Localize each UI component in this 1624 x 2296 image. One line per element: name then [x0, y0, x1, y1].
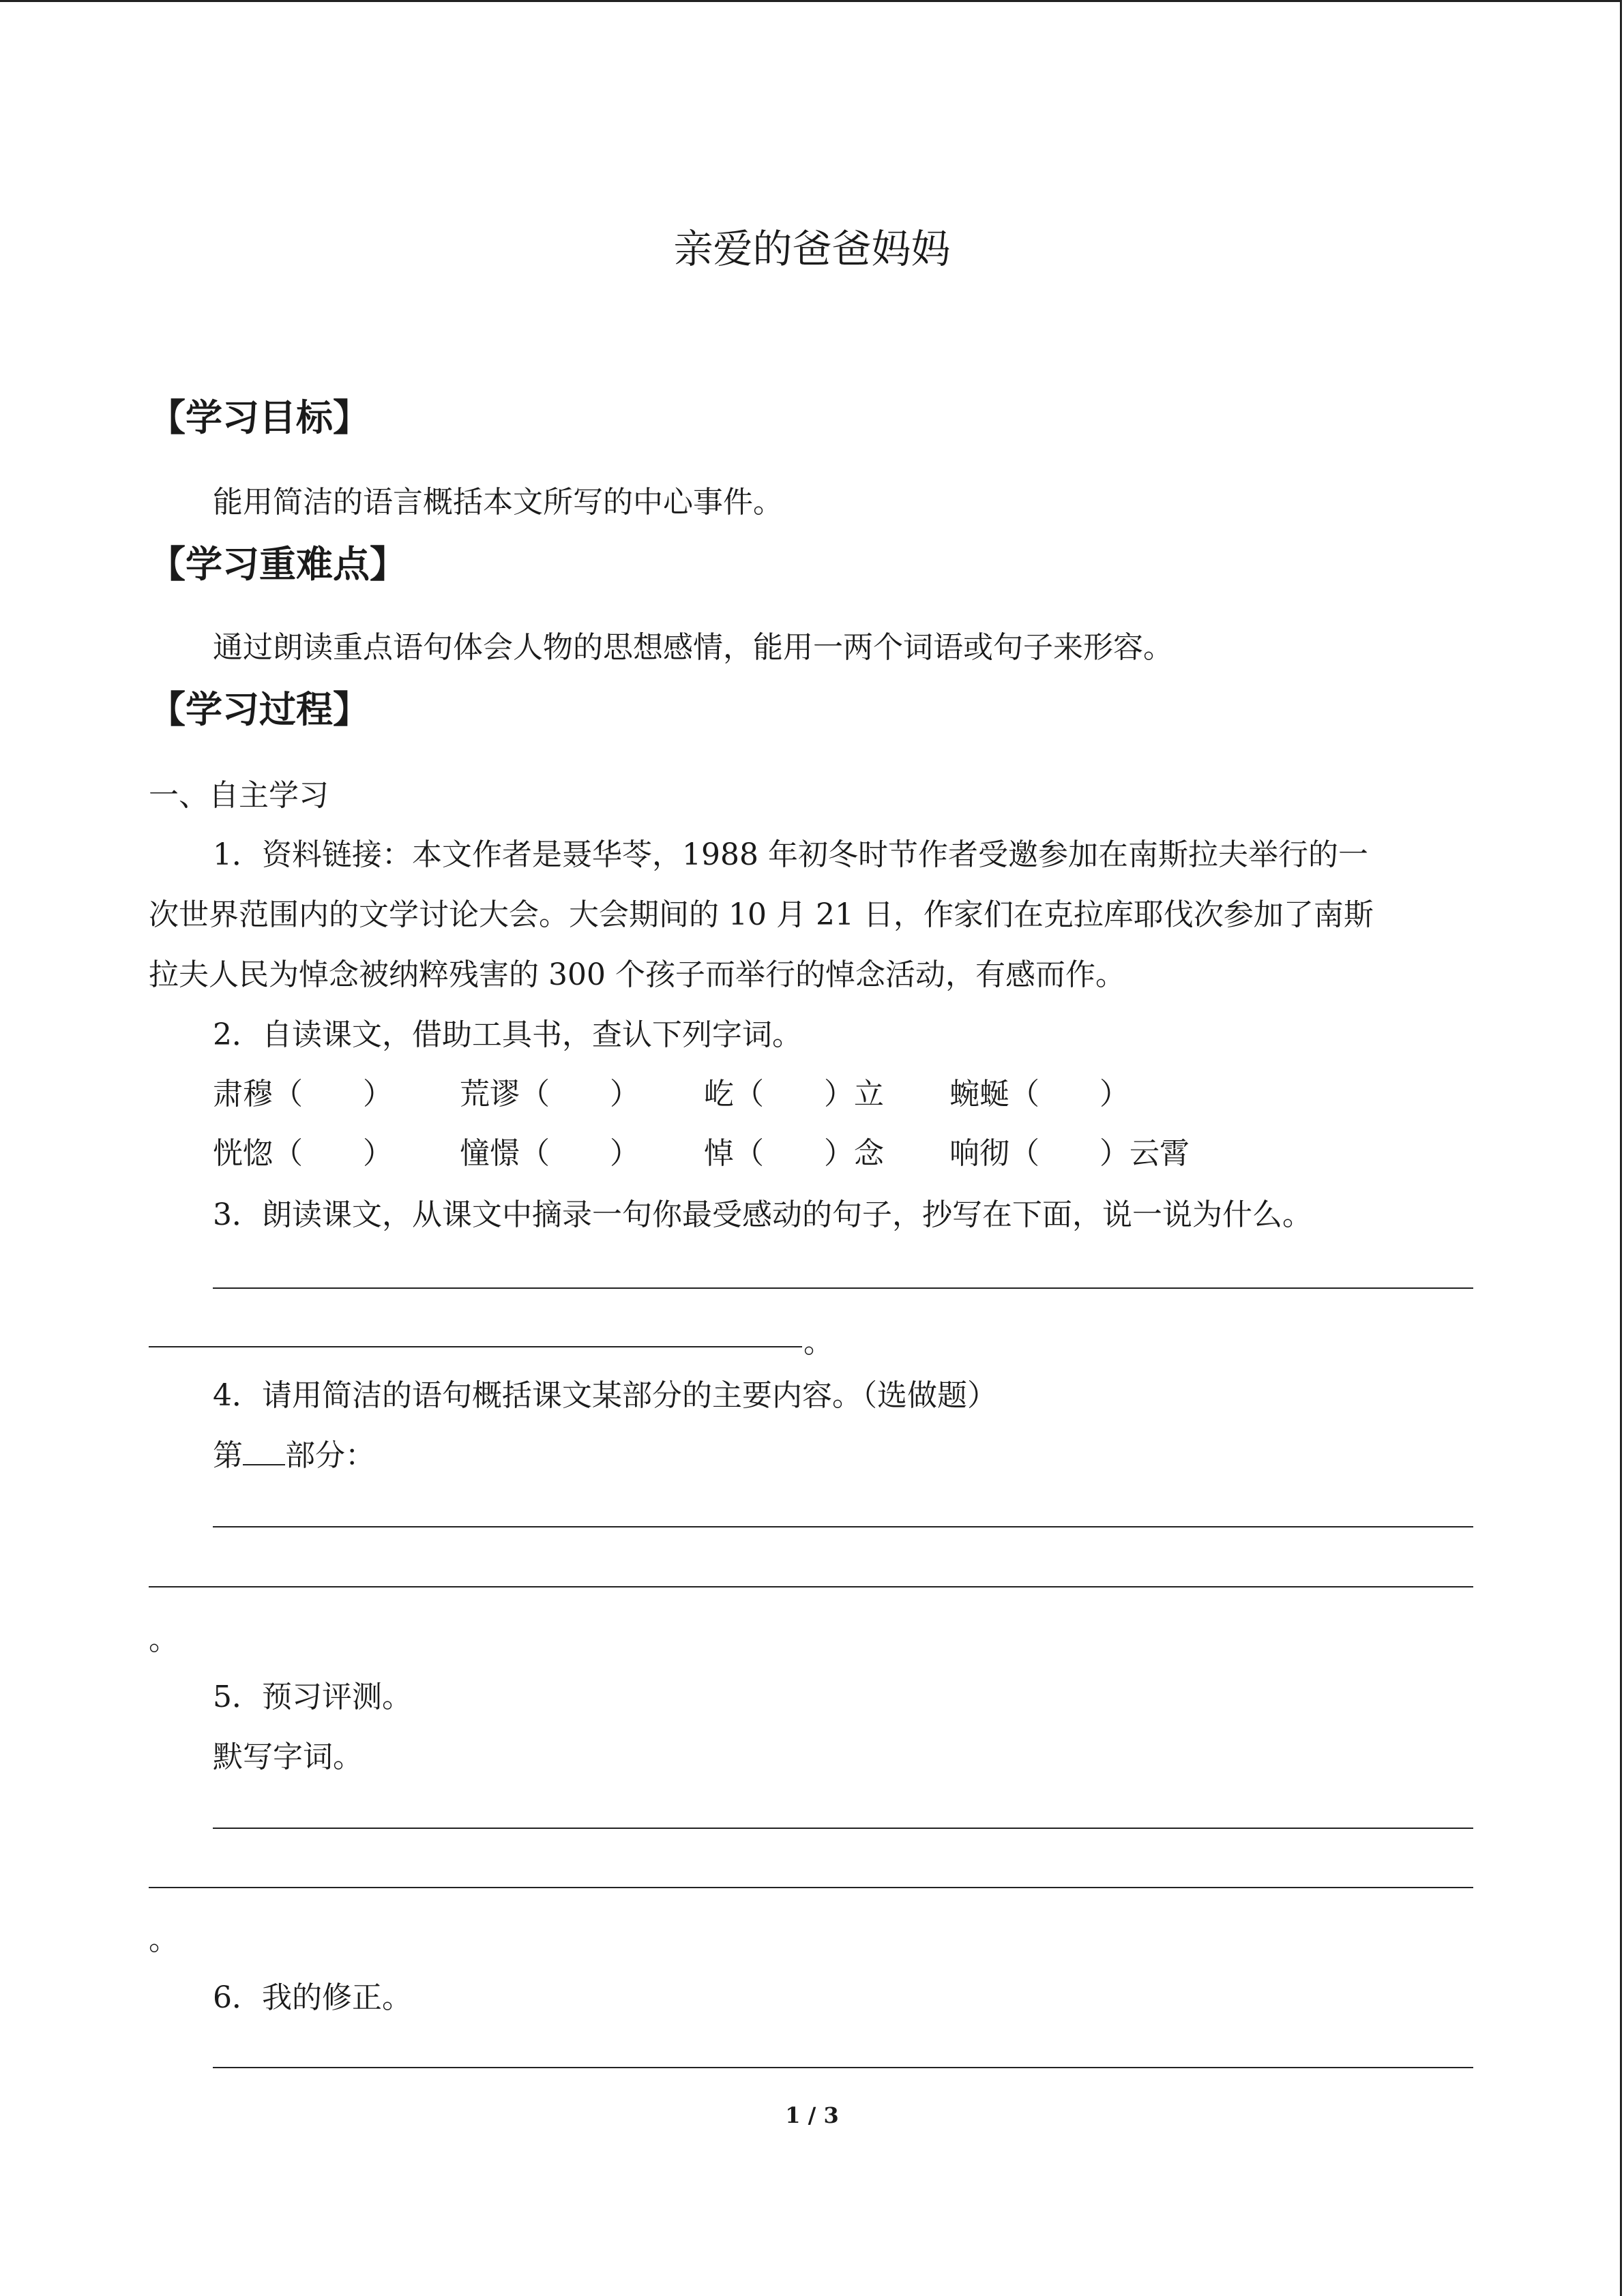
vocab-item: 恍惚（ ） [213, 1136, 393, 1171]
vocab-item: 憧憬（ ） [460, 1136, 640, 1171]
q5-text: 5．预习评测。 [213, 1680, 412, 1714]
vocab-item: 屹（ ）立 [704, 1077, 884, 1112]
q2-text: 2．自读课文，借助工具书，查认下列字词。 [213, 1017, 802, 1052]
objectives-text: 能用简洁的语言概括本文所写的中心事件。 [213, 485, 783, 520]
vocab-item: 响彻（ ）云霄 [949, 1136, 1190, 1171]
answer-line[interactable] [149, 1346, 802, 1347]
part1-label: 一、自主学习 [149, 778, 329, 813]
q1-line1: 1．资料链接：本文作者是聂华苓，1988 年初冬时节作者受邀参加在南斯拉夫举行的一 [213, 837, 1368, 872]
part-prefix: 第 [213, 1438, 243, 1473]
q1-line3: 拉夫人民为悼念被纳粹残害的 300 个孩子而举行的悼念活动，有感而作。 [149, 957, 1125, 992]
part-number-blank[interactable] [243, 1441, 285, 1465]
vocab-item: 蜿蜒（ ） [949, 1077, 1130, 1112]
page-title: 亲爱的爸爸妈妈 [673, 226, 951, 272]
vocab-item: 悼（ ）念 [704, 1136, 884, 1171]
answer-line[interactable] [149, 1586, 1473, 1587]
answer-line[interactable] [213, 2067, 1473, 2068]
page-number: 1 / 3 [785, 2102, 839, 2128]
keypoints-heading: 【学习重难点】 [149, 542, 407, 586]
answer-line[interactable] [149, 1887, 1473, 1888]
keypoints-text: 通过朗读重点语句体会人物的思想感情，能用一两个词语或句子来形容。 [213, 630, 1173, 665]
q6-text: 6．我的修正。 [213, 1980, 412, 2015]
q3-text: 3．朗读课文，从课文中摘录一句你最受感动的句子，抄写在下面，说一说为什么。 [213, 1197, 1312, 1232]
q4-text: 4．请用简洁的语句概括课文某部分的主要内容。（选做题） [213, 1378, 997, 1413]
answer-line[interactable] [213, 1287, 1473, 1289]
q3-end-period: 。 [803, 1325, 833, 1360]
answer-line[interactable] [213, 1828, 1473, 1829]
q1-line2: 次世界范围内的文学讨论大会。大会期间的 10 月 21 日，作家们在克拉库耶伐次参加了南斯 [149, 897, 1374, 932]
answer-line[interactable] [213, 1526, 1473, 1527]
q5-sub: 默写字词。 [213, 1740, 363, 1774]
q4-part-line [213, 1431, 375, 1474]
vocab-item: 肃穆（ ） [213, 1077, 393, 1112]
q4-end-period: 。 [149, 1622, 179, 1657]
part-suffix: 部分： [285, 1438, 375, 1473]
objectives-heading: 【学习目标】 [149, 396, 370, 439]
q5-end-period: 。 [149, 1922, 179, 1957]
vocab-item: 荒谬（ ） [460, 1077, 640, 1112]
process-heading: 【学习过程】 [149, 687, 370, 731]
